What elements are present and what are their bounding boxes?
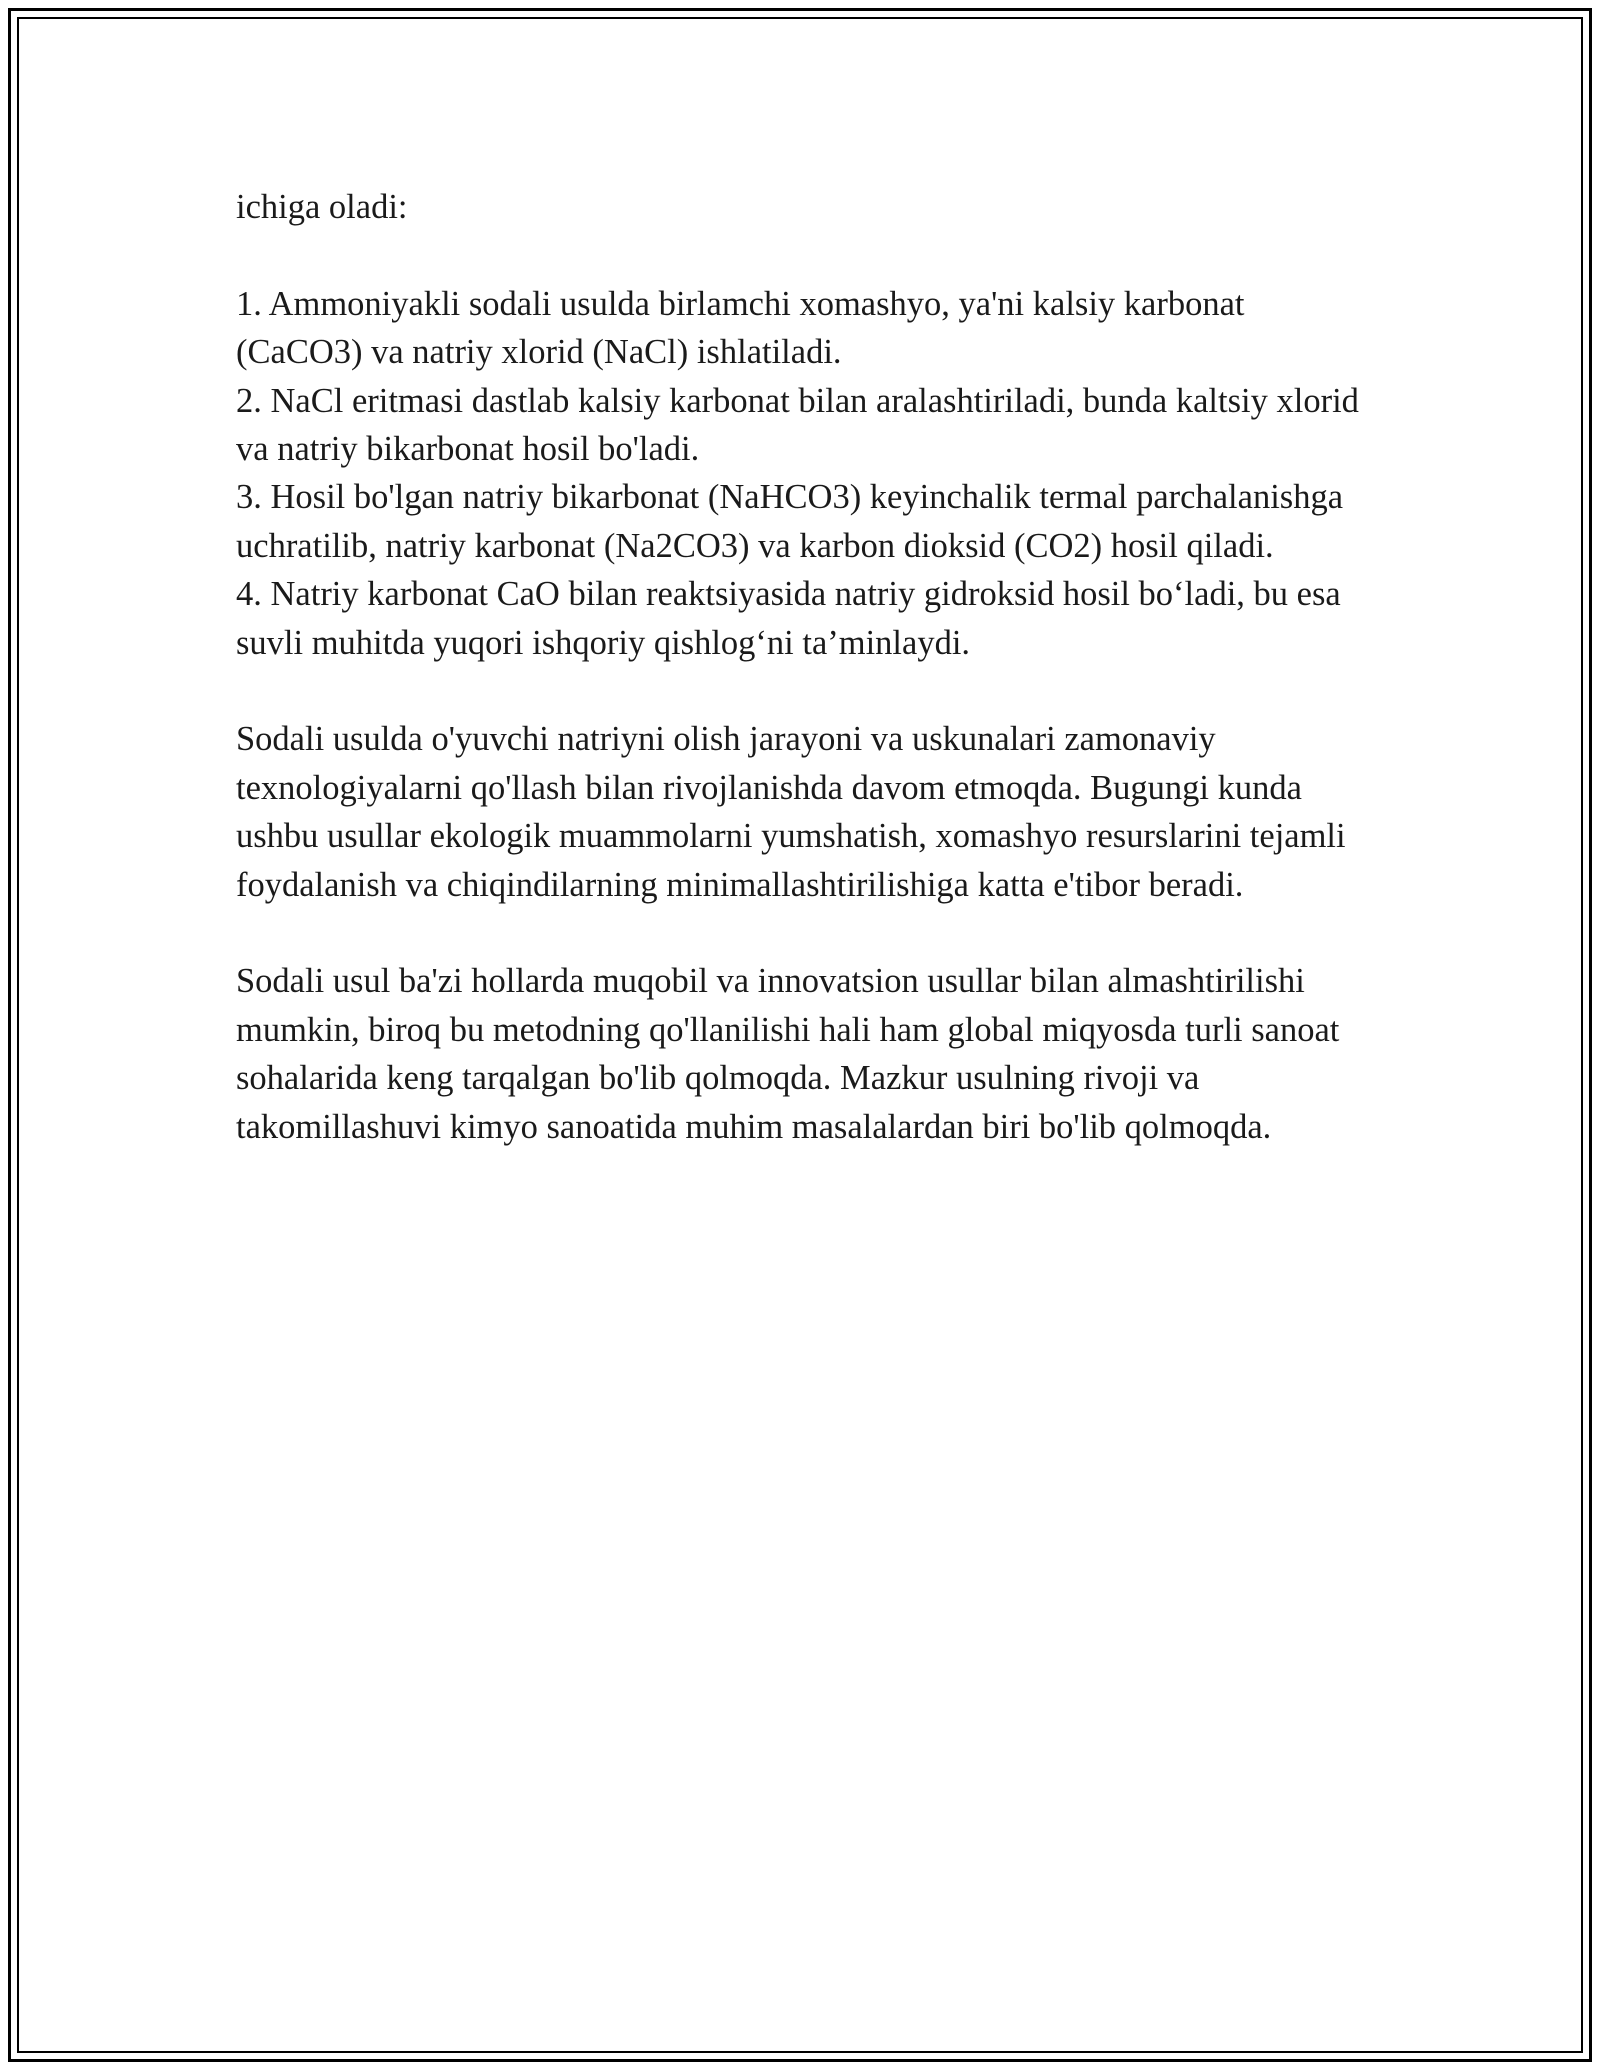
spacer: [236, 231, 1366, 279]
spacer: [236, 909, 1366, 957]
list-item-3: 3. Hosil bo'lgan natriy bikarbonat (NaHCO3) keyinchalik termal parchalanishga uchratilib, natriy karbonat (Na2CO3) va karbon dioksid (CO2) hosil qiladi.: [236, 478, 1344, 565]
paragraph-1: Sodali usulda o'yuvchi natriyni olish jarayoni va uskunalari zamonaviy texnologiyalarni qo'llash bilan rivojlanishda davom etmoqda. Bugungi kunda ushbu usullar ekologik muammolarni yumshatish, xomashyo resurslarini tejamli foydalanish va chiqindilarning minimallashtirilishiga katta e'tibor beradi.: [236, 720, 1346, 904]
intro-text: ichiga oladi:: [236, 188, 408, 226]
list-item-1: 1. Ammoniyakli sodali usulda birlamchi xomashyo, ya'ni kalsiy karbonat (CaCO3) va natriy xlorid (NaCl) ishlatiladi.: [236, 284, 1245, 372]
document-body: [236, 183, 1366, 1151]
spacer: [236, 667, 1366, 715]
paragraph-2: Sodali usul ba'zi hollarda muqobil va innovatsion usullar bilan almashtirilishi mumkin, biroq bu metodning qo'llanilishi hali ham global miqyosda turli sanoat sohalarida keng tarqalgan bo'lib qolmoqda. Mazkur usulning rivoji va takomillashuvi kimyo sanoatida muhim masalalardan biri bo'lib qolmoqda.: [236, 962, 1340, 1146]
list-item-4: 4. Natriy karbonat CaO bilan reaktsiyasida natriy gidroksid hosil bo‘ladi, bu esa suvli muhitda yuqori ishqoriy qishlog‘ni ta’minlaydi.: [236, 575, 1341, 662]
list-item-2: 2. NaCl eritmasi dastlab kalsiy karbonat bilan aralashtiriladi, bunda kaltsiy xlorid va natriy bikarbonat hosil bo'ladi.: [236, 381, 1359, 469]
